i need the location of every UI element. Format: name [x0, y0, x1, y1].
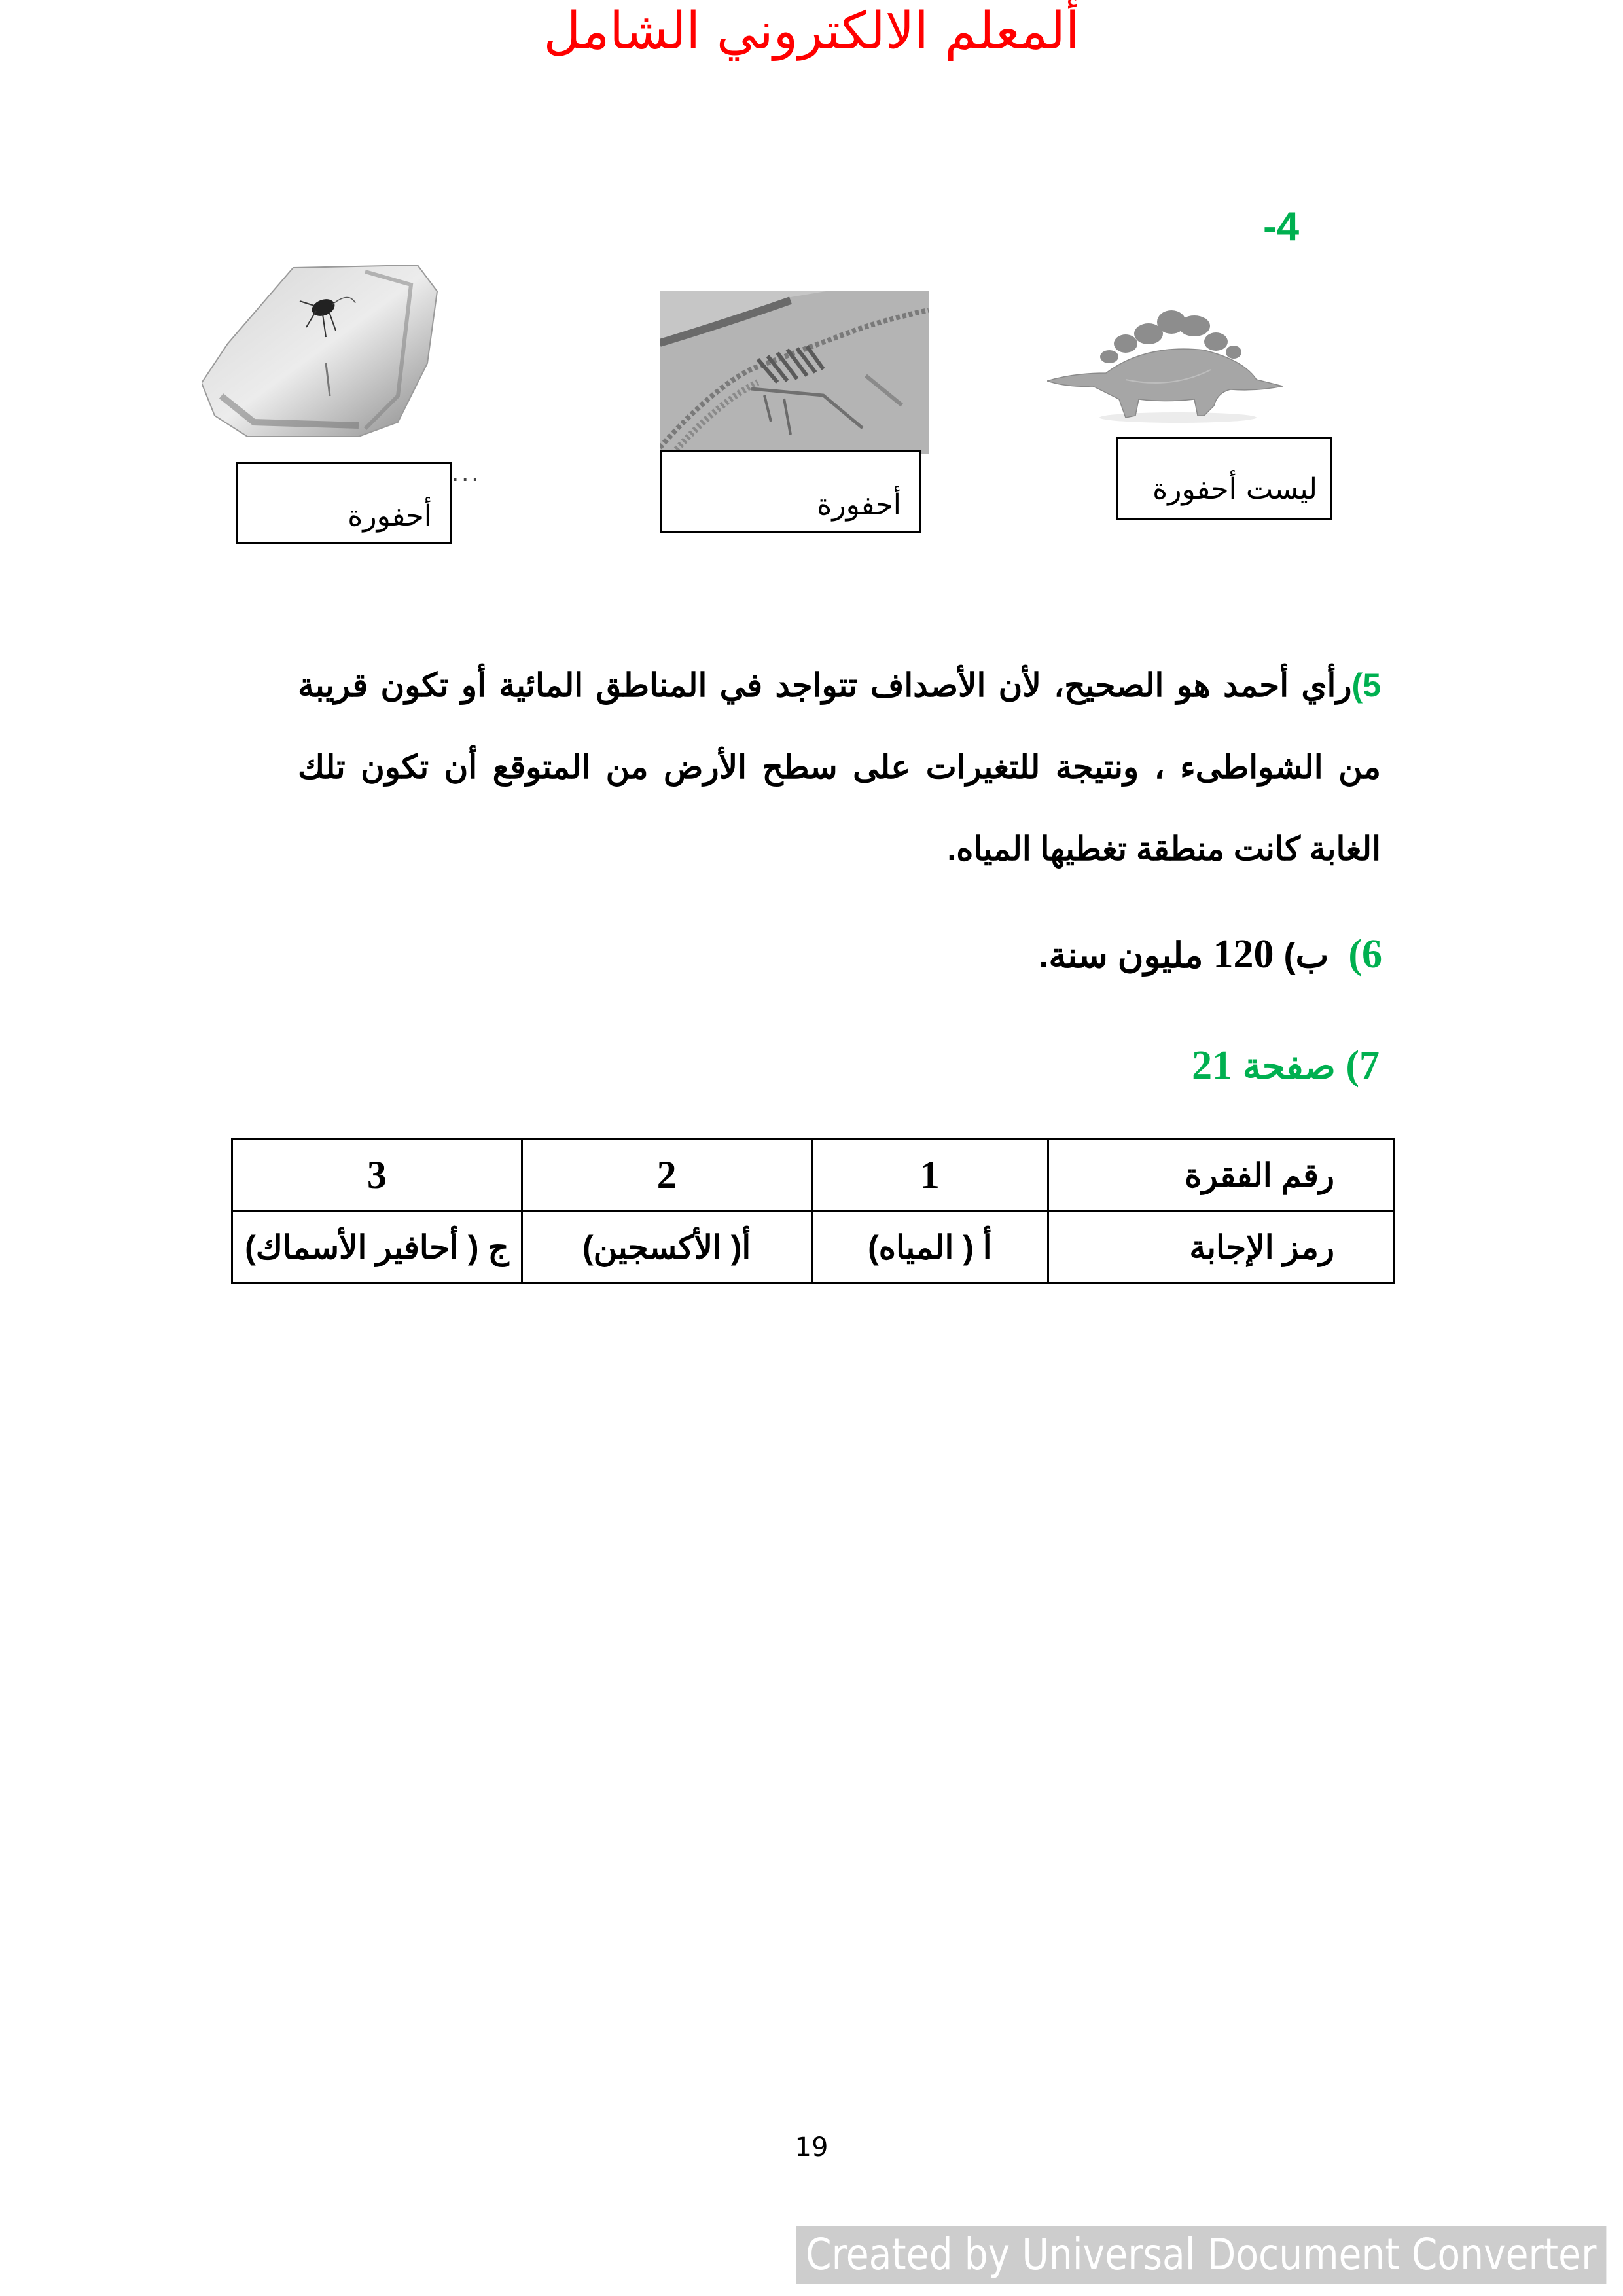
dinosaur-toy-image	[1047, 308, 1283, 425]
label-dinosaur: ليست أحفورة	[1152, 473, 1317, 506]
answer-table	[231, 1138, 1395, 1284]
answer-7	[1192, 1039, 1380, 1092]
converter-watermark: Created by Universal Document Converter	[796, 2226, 1606, 2284]
label-amber: أحفورة	[348, 499, 432, 533]
answer-7-page: 21	[1192, 1043, 1233, 1088]
skeleton-fossil-image	[660, 291, 929, 454]
table-cell-answer: أ ( المياه)	[812, 1211, 1048, 1283]
amber-icon	[202, 265, 450, 442]
label-box-amber	[236, 462, 452, 544]
answer-7-label: صفحة	[1242, 1045, 1336, 1086]
table-cell-item: 1	[812, 1139, 1048, 1211]
answer-6-value: 120	[1213, 932, 1274, 977]
page-title: ألمعلم الالكتروني الشامل	[543, 2, 1080, 61]
table-cell-item: 2	[522, 1139, 812, 1211]
table-cell-answer: ج ( أحافير الأسماك)	[232, 1211, 522, 1283]
question-6-number: 6)	[1348, 932, 1382, 977]
answer-5-paragraph	[298, 645, 1381, 890]
table-cell-answer: أ( الأكسجين)	[522, 1211, 812, 1283]
question-7-number: 7)	[1346, 1043, 1380, 1088]
label-skeleton: أحفورة	[817, 488, 901, 522]
answer-6	[1039, 928, 1382, 982]
fossil-skeleton-icon	[660, 291, 929, 454]
answer-5-text: رأي أحمد هو الصحيح، لأن الأصداف تتواجد في المناطق المائية أو تكون قريبة من الشواطىء ، ونتيجة للتغيرات على سطح الأرض من المتوقع أن تكون تلك الغابة كانت منطقة تغطيها المياه.	[298, 667, 1381, 867]
ellipsis: ...	[452, 458, 482, 487]
question-5-number: 5)	[1351, 667, 1381, 704]
insect-in-amber-image	[202, 265, 450, 442]
page-number: 19	[794, 2132, 829, 2162]
answer-6-choice: ب)	[1283, 936, 1329, 975]
table-row-answers	[232, 1211, 1395, 1283]
label-box-dinosaur	[1116, 437, 1332, 520]
stegosaurus-icon	[1047, 308, 1283, 425]
row-header-item-number: رقم الفقرة	[1048, 1139, 1395, 1211]
label-box-skeleton	[660, 450, 921, 533]
answer-6-unit: مليون سنة.	[1039, 936, 1204, 975]
row-header-answer-code: رمز الإجابة	[1048, 1211, 1395, 1283]
table-row-items	[232, 1139, 1395, 1211]
question-4-number: -4	[1263, 204, 1300, 249]
table-cell-item: 3	[232, 1139, 522, 1211]
